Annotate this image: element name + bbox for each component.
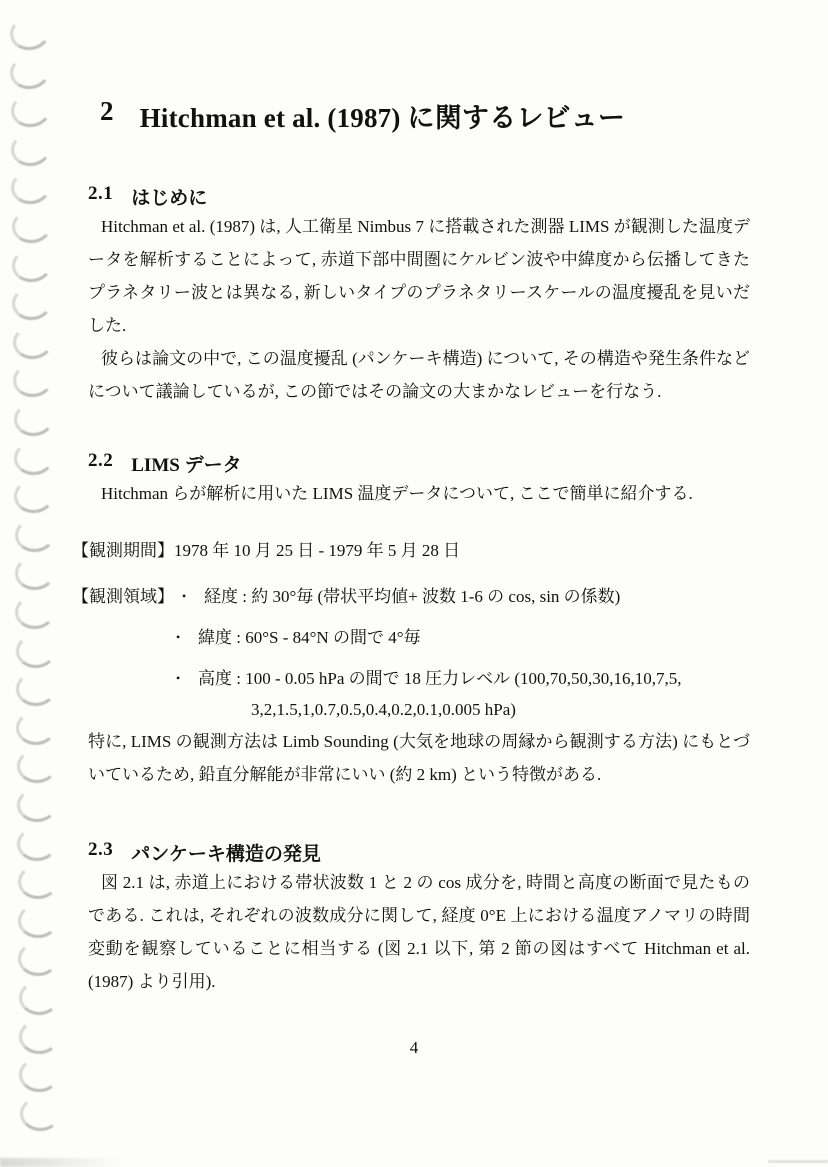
section-number: 2.2 [88, 450, 114, 471]
binding-hole [17, 865, 58, 900]
bullet-latitude: 緯度 : 60°S - 84°N の間で 4°毎 [198, 628, 421, 647]
binding-hole [19, 1095, 61, 1132]
bullet-altitude-item [176, 662, 750, 695]
binding-hole [15, 633, 56, 668]
binding-holes [0, 0, 80, 1167]
chapter-title-text: Hitchman et al. (1987) に関するレビュー [139, 103, 626, 133]
binding-hole [12, 362, 55, 400]
bullet-icon: • [176, 671, 181, 685]
section-heading-2-3 [88, 839, 750, 866]
section-number: 2.3 [88, 839, 114, 860]
binding-hole [14, 517, 56, 553]
binding-hole [18, 903, 59, 938]
binding-hole [9, 129, 54, 169]
binding-hole [17, 826, 57, 860]
section-heading-2-2 [88, 450, 750, 477]
paragraph: 彼らは論文の中で, この温度擾乱 (パンケーキ構造) について, その構造や発生条件などについて議論しているが, この節ではその論文の大まかなレビューを行なう. [88, 349, 750, 401]
bullet-altitude-line2: 3,2,1.5,1,0.7,0.5,0.4,0.2,0.1,0.005 hPa) [251, 700, 516, 719]
paragraph: 特に, LIMS の観測方法は Limb Sounding (大気を地球の周縁から観測する方法) にもとづいているため, 鉛直分解能が非常にいい (約 2 km) という特徴がある. [88, 732, 750, 784]
section-heading-2-1 [88, 183, 750, 210]
binding-hole [15, 594, 56, 630]
scan-smudge [768, 1160, 828, 1163]
binding-hole [9, 168, 53, 207]
binding-hole [15, 672, 56, 707]
page-number: 4 [409, 1038, 419, 1057]
observation-area-line [72, 580, 750, 613]
binding-hole [13, 478, 55, 515]
binding-hole [16, 749, 56, 783]
chapter-heading [100, 96, 750, 135]
binding-hole [11, 284, 55, 322]
section-title-text: パンケーキ構造の発見 [131, 844, 321, 865]
binding-hole [18, 942, 59, 977]
observation-area-label: 【観測領域】 [72, 587, 174, 606]
paragraph: Hitchman らが解析に用いた LIMS 温度データについて, ここで簡単に紹介する. [101, 484, 693, 503]
section-number: 2.1 [88, 183, 114, 204]
binding-hole [18, 980, 59, 1016]
binding-hole [18, 1057, 60, 1093]
bullet-latitude-item [176, 621, 750, 654]
binding-hole [13, 439, 56, 476]
section-title-text: LIMS データ [131, 455, 242, 476]
binding-hole [10, 245, 54, 284]
chapter-number: 2 [100, 96, 114, 126]
paragraph: 図 2.1 は, 赤道上における帯状波数 1 と 2 の cos 成分を, 時間と高度の断面で見たものである. これは, それぞれの波数成分に関して, 経度 0°E 上における温度アノマリの時間変動を観察していることに相当する (図 2.1 以下, 第 2 節の図はすべて Hitchman et al. (1987) より引用). [88, 873, 750, 991]
binding-hole [12, 400, 55, 437]
binding-hole [14, 555, 56, 591]
bullet-longitude: 経度 : 約 30°毎 (帯状平均値+ 波数 1-6 の cos, sin の係数) [204, 587, 621, 606]
observation-period-label: 【観測期間】 [72, 541, 174, 560]
binding-hole [8, 90, 53, 130]
section-title-text: はじめに [131, 188, 208, 209]
binding-hole [17, 788, 57, 822]
bullet-icon: • [176, 630, 181, 644]
binding-hole [16, 710, 57, 745]
bullet-icon: • [182, 589, 187, 603]
binding-hole [7, 13, 52, 53]
observation-period-line [72, 534, 750, 567]
binding-hole [8, 52, 53, 92]
scan-smudge [0, 1158, 120, 1167]
binding-hole [10, 207, 54, 246]
paragraph: Hitchman et al. (1987) は, 人工衛星 Nimbus 7 に搭載された測器 LIMS が観測した温度データを解析することによって, 赤道下部中間圏にケルビン波や中緯度から伝播してきたプラネタリー波とは異なる, 新しいタイプのプラネタリースケールの温度擾乱を見いだした. [88, 217, 750, 335]
page-content [72, 96, 750, 998]
bullet-altitude-line1: 高度 : 100 - 0.05 hPa の間で 18 圧力レベル (100,70,50,30,16,10,7,5, [198, 669, 682, 688]
binding-hole [11, 323, 54, 361]
observation-period-value: 1978 年 10 月 25 日 - 1979 年 5 月 28 日 [174, 541, 461, 560]
